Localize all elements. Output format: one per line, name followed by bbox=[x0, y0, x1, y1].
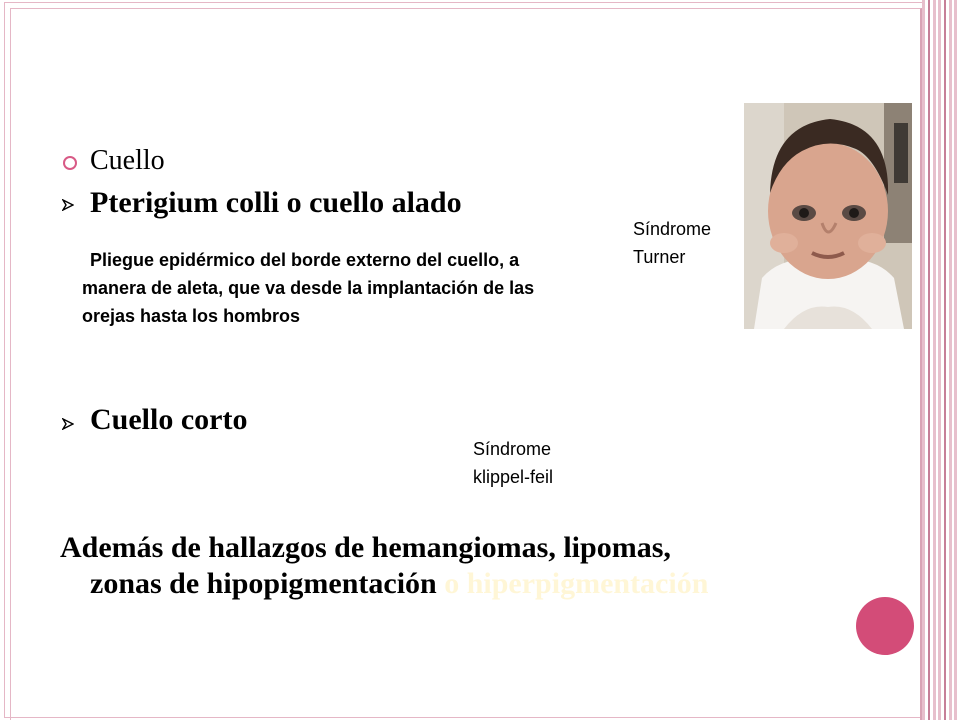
summary-line2 bbox=[60, 566, 910, 602]
summary-line2-main: zonas de hipopigmentación bbox=[90, 567, 437, 600]
caption-kf-line2: klippel-feil bbox=[473, 467, 554, 487]
caption-turner-line2: Turner bbox=[633, 247, 686, 267]
caption-klippel-feil bbox=[473, 435, 603, 491]
bullet-cuello-corto: Cuello corto bbox=[90, 403, 248, 436]
decorative-side-stripes bbox=[922, 0, 960, 720]
summary-text bbox=[60, 530, 910, 602]
arrow-bullet-icon bbox=[62, 199, 74, 211]
turner-syndrome-photo bbox=[744, 103, 912, 329]
caption-turner bbox=[633, 215, 743, 271]
description-text: Pliegue epidérmico del borde externo del cuello, a manera de aleta, que va desde la implantación de las orejas hasta los hombros bbox=[82, 250, 535, 326]
caption-kf-line1: Síndrome bbox=[473, 439, 552, 459]
ring-bullet-icon bbox=[63, 156, 77, 170]
caption-turner-line1: Síndrome bbox=[633, 219, 712, 239]
decorative-circle bbox=[856, 597, 914, 655]
summary-line1: Además de hallazgos de hemangiomas, lipomas, bbox=[60, 531, 671, 564]
bullet-pterigium: Pterigium colli o cuello alado bbox=[90, 186, 462, 219]
bullet-cuello: Cuello bbox=[90, 145, 165, 176]
summary-line2-faded: o hiperpigmentación bbox=[436, 567, 709, 600]
arrow-bullet-icon bbox=[62, 418, 74, 430]
